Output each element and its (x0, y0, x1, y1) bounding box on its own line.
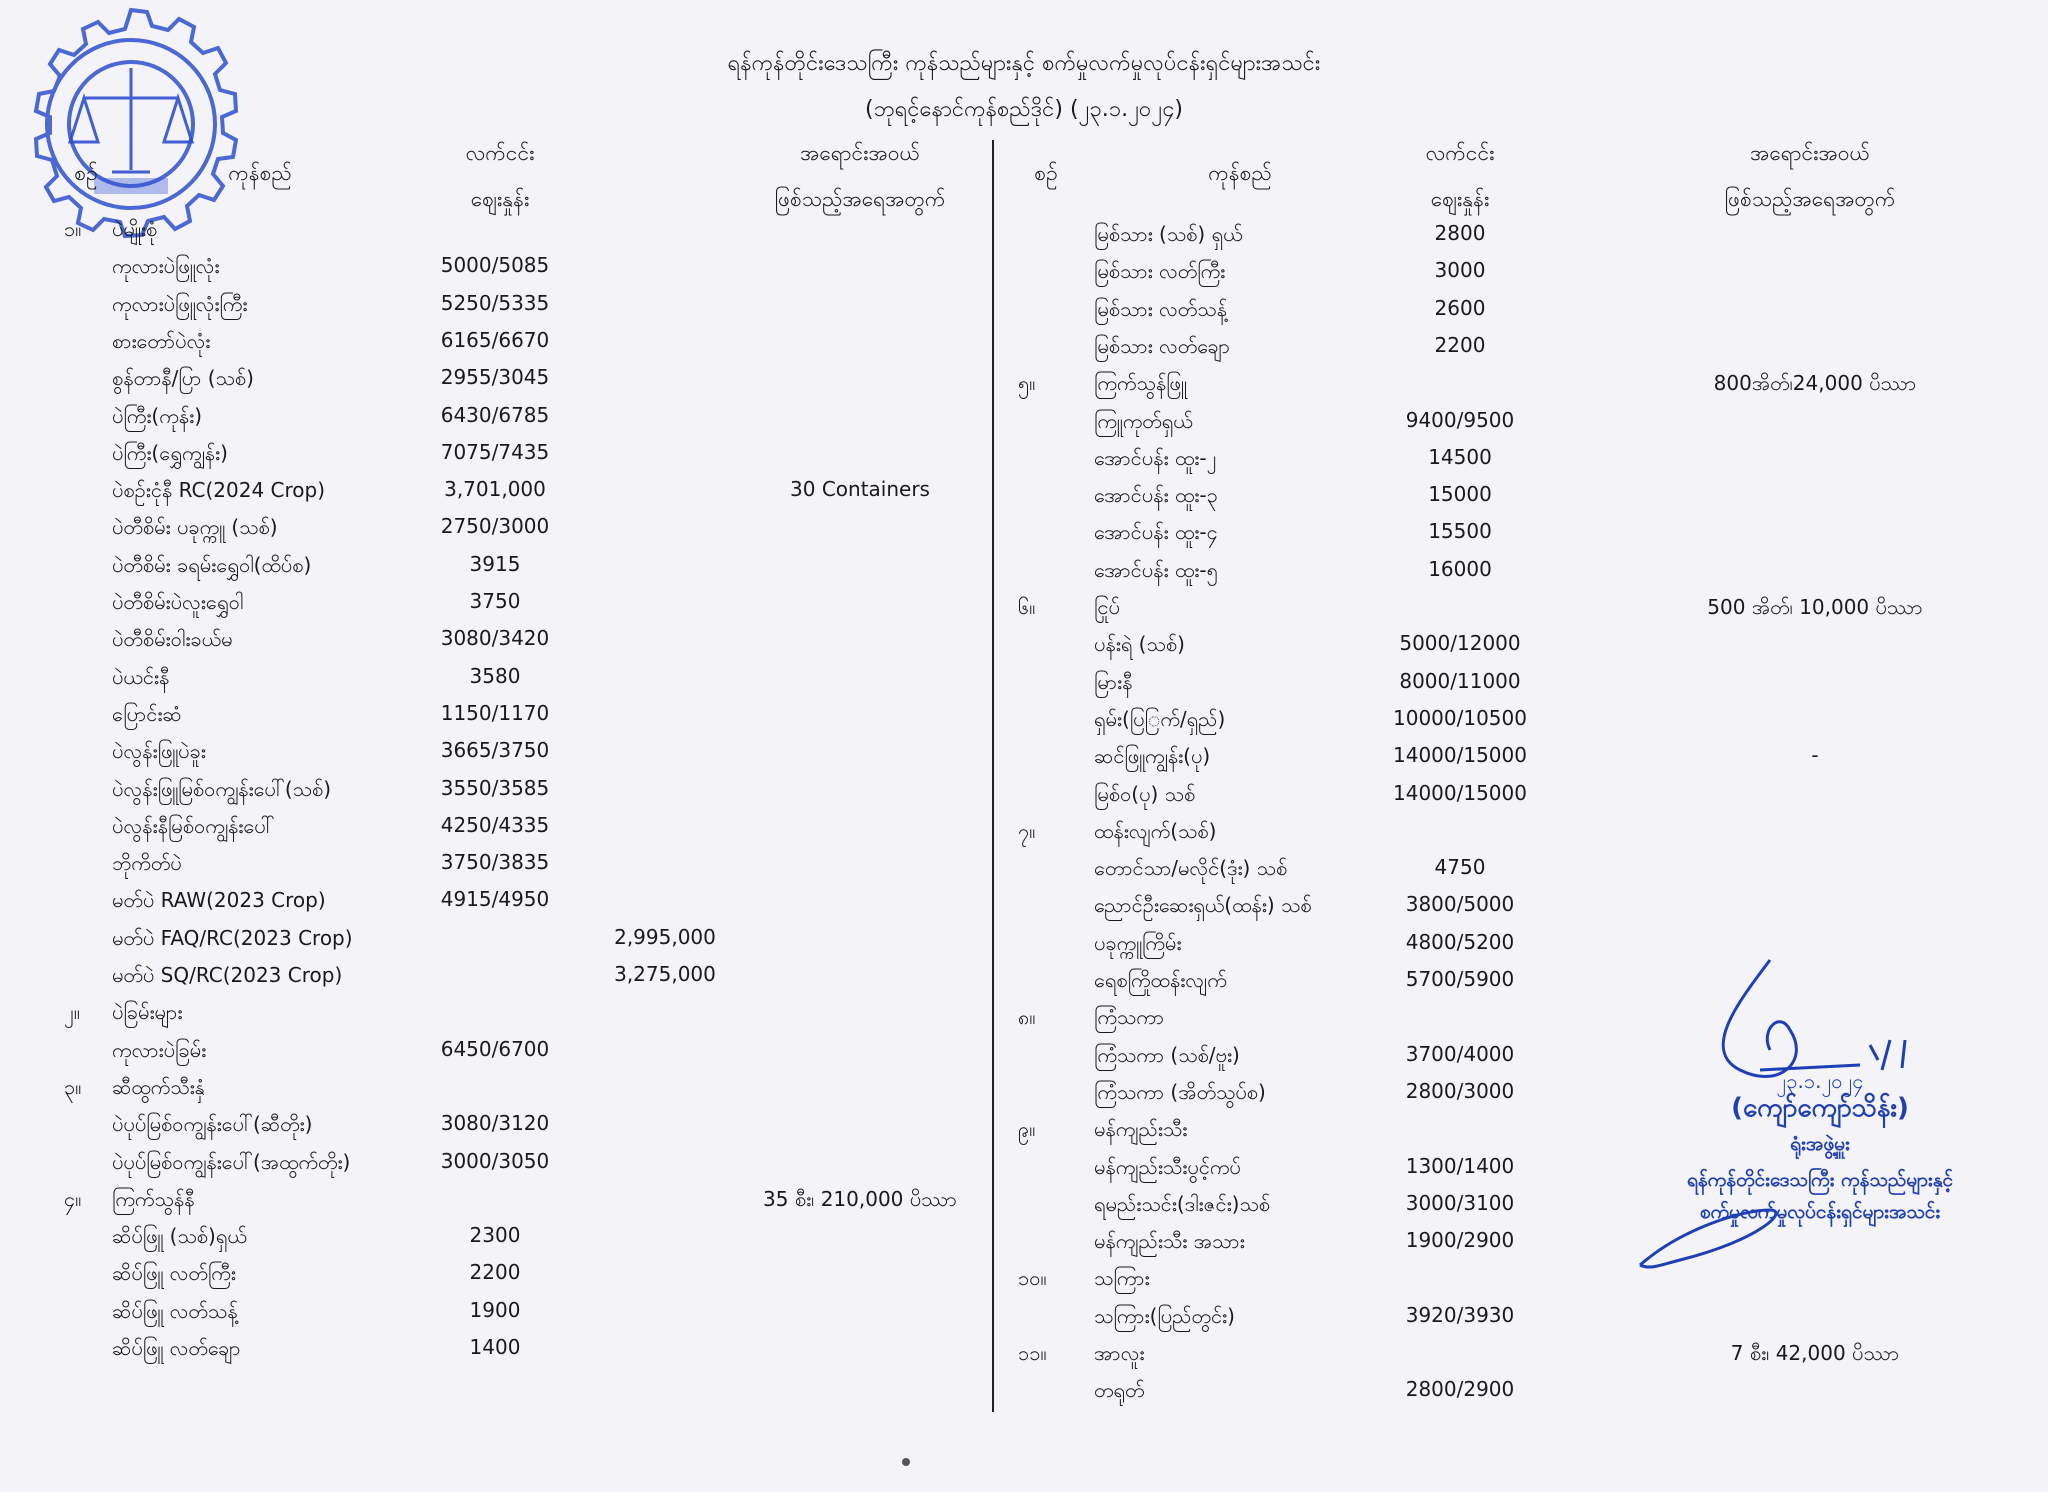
signature-date: ၂၃.၁.၂၀၂၄ (1776, 1069, 1864, 1093)
right-row-no: ၉။ (1018, 1117, 1036, 1142)
right-table-row (0, 818, 2048, 855)
left-row-item: ဘိုကိတ်ပဲ (112, 851, 182, 876)
signatory-name: (ကျော်ကျော်သိန်း) (1731, 1093, 1909, 1123)
right-row-item: ထန်းလျက်(သစ်) (1094, 818, 1217, 843)
right-table-row (0, 370, 2048, 407)
left-row-price: 1150/1170 (440, 700, 550, 725)
left-row-price: 4915/4950 (440, 887, 550, 912)
right-row-price: 14000/15000 (1393, 780, 1527, 805)
left-row-price: 2955/3045 (440, 365, 550, 390)
left-row-price: 5250/5335 (440, 290, 550, 315)
signatory-org-line2: စက်မှုလက်မှုလုပ်ငန်းရှင်များအသင်း (1699, 1201, 1941, 1223)
right-row-item: အောင်ပန်း ထူး-၄ (1094, 520, 1218, 545)
right-row-price: 2200 (1434, 332, 1486, 357)
left-row-price: 3915 (469, 551, 521, 576)
right-row-item: မြစ်သား (သစ်) ရှယ် (1094, 222, 1243, 246)
left-row-price: 6450/6700 (440, 1036, 550, 1061)
right-row-item: တရုတ် (1094, 1378, 1145, 1403)
signatory-org-line1: ရန်ကုန်တိုင်းဒေသကြီး ကုန်သည်များနှင့် (1686, 1169, 1954, 1191)
left-row-item: ပဲမျိုးစုံ (112, 217, 158, 241)
right-row-item: မြစ်သား လတ်ချော (1094, 333, 1230, 358)
right-row-price: 4750 (1434, 855, 1486, 880)
right-row-volume: 7 စီး၊ 42,000 ပိဿာ (1730, 1341, 1900, 1365)
right-row-item: မြစ်သား လတ်သန့် (1094, 296, 1227, 321)
right-row-item: ပန်းရဲ (သစ်) (1094, 632, 1185, 657)
left-row-item: မတ်ပဲ FAQ/RC(2023 Crop) (112, 925, 353, 950)
right-table-row (0, 781, 2048, 818)
left-row-item: ဆိပ်ဖြူ လတ်ချော (112, 1336, 241, 1360)
right-row-price: 15000 (1428, 482, 1492, 507)
left-row-no: ၄။ (64, 1186, 82, 1211)
right-row-price: 1900/2900 (1405, 1228, 1515, 1253)
right-row-price: 14500 (1428, 444, 1492, 469)
right-row-item: ကြက်သွန်ဖြူ (1094, 371, 1187, 396)
left-row-item: ကုလားပဲဖြူလုံး (112, 254, 220, 279)
page-mark (902, 1458, 910, 1466)
left-row-item: ပဲတီစိမ်းဝါးခယ်မ (112, 627, 233, 652)
left-row-item: ဆီထွက်သီးနှံ (112, 1074, 205, 1099)
right-row-item: မန်ကျည်းသီးပွင့်ကပ် (1094, 1154, 1241, 1179)
right-table-row (0, 221, 2048, 258)
left-row-volume: 35 စီး၊ 210,000 ပိဿာ (763, 1186, 957, 1211)
left-row-extra: 3,275,000 (614, 962, 716, 986)
right-row-item: သကြား(ပြည်တွင်း) (1094, 1303, 1235, 1328)
right-table-row (0, 408, 2048, 445)
right-table-row (0, 1340, 2048, 1377)
left-row-item: စွန်တာနီ/ပြာ (သစ်) (112, 366, 254, 391)
right-row-item: အာလူး (1094, 1341, 1145, 1365)
right-row-price: 8000/11000 (1399, 668, 1521, 693)
left-row-item: မတ်ပဲ RAW(2023 Crop) (112, 888, 326, 913)
left-row-item: ပြောင်းဆံ (112, 701, 182, 726)
left-row-price: 2300 (469, 1223, 521, 1248)
right-table-row (0, 1303, 2048, 1340)
left-row-price: 3080/3420 (440, 626, 550, 651)
right-row-price: 2800 (1434, 221, 1486, 245)
left-row-price: 3750 (469, 589, 521, 613)
document-subtitle: (ဘုရင့်နောင်ကုန်စည်ဒိုင်) (၂၃.၁.၂၀၂၄) (864, 97, 1184, 122)
document-title: ရန်ကုန်တိုင်းဒေသကြီး ကုန်သည်များနှင့် စက်မှုလက်မှုလုပ်ငန်းရှင်များအသင်း (727, 51, 1321, 76)
right-row-item: ရေစကြိုထန်းလျက် (1094, 968, 1227, 992)
left-row-price: 3665/3750 (440, 738, 550, 763)
right-table-row (0, 333, 2048, 370)
right-row-volume: - (1811, 743, 1819, 768)
left-row-price: 2200 (469, 1260, 521, 1285)
left-row-price: 4250/4335 (440, 812, 550, 837)
right-row-price: 5700/5900 (1405, 967, 1515, 991)
right-row-item: ကြူကုတ်ရှယ် (1094, 408, 1193, 433)
right-table-row (0, 743, 2048, 780)
left-row-price: 3080/3120 (440, 1111, 550, 1136)
right-table-row (0, 594, 2048, 631)
right-row-price: 3000 (1434, 258, 1486, 283)
right-table-row (0, 855, 2048, 892)
right-table-row (0, 706, 2048, 743)
header-no-left: စဉ် (74, 161, 98, 185)
right-row-item: အောင်ပန်း ထူး-၅ (1094, 557, 1218, 582)
right-row-no: ၅။ (1018, 371, 1036, 396)
left-row-no: ၂။ (64, 1000, 80, 1025)
signature-block (1620, 940, 2020, 1280)
right-row-item: ငြုပ် (1094, 595, 1120, 619)
right-row-volume: 800အိတ်၊24,000 ပိဿာ (1713, 371, 1917, 396)
left-row-price: 3,701,000 (444, 477, 546, 502)
right-row-price: 4800/5200 (1405, 929, 1515, 954)
left-row-price: 3000/3050 (440, 1148, 550, 1173)
header-price-top-left: လက်ငင်း (465, 141, 535, 165)
left-row-item: မတ်ပဲ SQ/RC(2023 Crop) (112, 963, 343, 987)
left-row-item: ဆိပ်ဖြူ (သစ်)ရှယ် (112, 1224, 247, 1249)
left-row-price: 3550/3585 (440, 775, 550, 800)
left-row-item: ပဲခြမ်းများ (112, 1000, 183, 1025)
right-row-item: ရှမ်း(ပြြက်/ရှည်) (1094, 706, 1226, 731)
left-row-item: ကုလားပဲဖြူလုံးကြီး (112, 291, 248, 316)
header-volume-top-left: အရောင်းအဝယ် (800, 141, 920, 165)
right-row-no: ၆။ (1018, 595, 1036, 619)
right-table-row (0, 1377, 2048, 1414)
right-row-item: မန်ကျည်းသီး (1094, 1117, 1188, 1142)
right-row-item: မြစ်သား လတ်ကြီး (1094, 259, 1226, 284)
left-row-item: ပဲလွန်းနီမြစ်ဝကျွန်းပေါ် (112, 813, 275, 838)
left-row-item: ပဲတီစိမ်းပဲလူးရွှေဝါ (112, 590, 244, 614)
left-row-price: 3750/3835 (440, 850, 550, 875)
left-row-price: 1400 (469, 1335, 521, 1359)
left-row-item: ကုလားပဲခြမ်း (112, 1037, 207, 1062)
right-row-price: 15500 (1428, 519, 1492, 544)
left-row-price: 3580 (469, 663, 521, 688)
left-row-item: ပဲတီစိမ်း ခရမ်းရွှေဝါ(ထိပ်စ) (112, 552, 312, 577)
right-row-price: 2800/2900 (1405, 1377, 1515, 1402)
right-table-row (0, 482, 2048, 519)
left-row-item: ပဲစဉ်းငုံနီ RC(2024 Crop) (112, 478, 326, 503)
right-table-row (0, 445, 2048, 482)
right-row-price: 5000/12000 (1399, 631, 1521, 656)
right-table-row (0, 631, 2048, 668)
right-row-price: 9400/9500 (1405, 407, 1515, 432)
header-no-right: စဉ် (1034, 161, 1058, 185)
left-row-no: ၃။ (64, 1074, 82, 1099)
left-row-item: ပဲကြီး(ရွှေကျွန်း) (112, 440, 228, 465)
right-row-price: 3800/5000 (1405, 892, 1515, 917)
left-row-price: 1900 (469, 1297, 521, 1322)
left-row-price: 5000/5085 (440, 253, 550, 278)
right-row-price: 3700/4000 (1405, 1041, 1515, 1066)
left-row-volume: 30 Containers (790, 477, 930, 502)
header-volume-bottom-right: ဖြစ်သည့်အရေအတွက် (1724, 187, 1896, 211)
left-row-item: ဆိပ်ဖြူ လတ်သန့် (112, 1298, 238, 1323)
right-row-item: ကြံသကာ (1094, 1005, 1165, 1030)
right-table-row (0, 519, 2048, 556)
left-row-item: ဆိပ်ဖြူ လတ်ကြီး (112, 1261, 236, 1286)
right-row-item: ကြံသကာ (အိတ်သွပ်စ) (1094, 1079, 1266, 1104)
right-row-no: ၇။ (1018, 818, 1036, 843)
left-row-item: ပဲလွန်းဖြူပဲခူး (112, 739, 206, 764)
right-table-row (0, 296, 2048, 333)
header-price-bottom-left: ဈေးနှုန်း (470, 187, 530, 211)
right-row-item: ရမည်းသင်း(ဒါးဇင်း)သစ် (1094, 1191, 1271, 1216)
right-row-price: 2600 (1434, 295, 1486, 320)
left-row-item: ပဲတီစိမ်း ပခုက္ကူ (သစ်) (112, 515, 278, 540)
right-row-price: 3920/3930 (1405, 1302, 1515, 1327)
right-row-item: မြစ်ဝ(ပု) သစ် (1094, 781, 1196, 806)
right-row-volume: 500 အိတ်၊ 10,000 ပိဿာ (1707, 595, 1923, 619)
right-row-price: 3000/3100 (1405, 1190, 1515, 1215)
left-row-no: ၁။ (64, 217, 82, 241)
right-table-row (0, 557, 2048, 594)
right-row-price: 2800/3000 (1405, 1078, 1515, 1103)
header-price-bottom-right: ဈေးနှုန်း (1430, 187, 1490, 211)
left-row-item: ကြက်သွန်နီ (112, 1186, 195, 1211)
left-row-item: ပဲကြီး(ကုန်း) (112, 403, 203, 428)
right-row-item: သကြား (1094, 1266, 1150, 1291)
left-row-price: 7075/7435 (440, 439, 550, 464)
right-row-item: ဆင်ဖြူကျွန်း(ပု) (1094, 744, 1211, 769)
right-row-no: ၈။ (1018, 1005, 1036, 1030)
right-row-item: အောင်ပန်း ထူး-၂ (1094, 445, 1217, 470)
left-row-item: ပဲယင်းနီ (112, 664, 170, 689)
signatory-role: ရုံးအဖွဲ့မှူး (1790, 1133, 1850, 1155)
right-row-price: 1300/1400 (1405, 1153, 1515, 1178)
header-price-top-right: လက်ငင်း (1425, 141, 1495, 165)
right-row-item: အောင်ပန်း ထူး-၃ (1094, 483, 1218, 508)
header-volume-bottom-left: ဖြစ်သည့်အရေအတွက် (774, 187, 946, 211)
header-item-right: ကုန်စည် (1208, 161, 1272, 185)
right-row-item: တောင်သာ/မလိုင်(ဒုံး) သစ် (1094, 856, 1288, 881)
right-row-item: ညောင်ဦးဆေးရှယ်(ထန်း) သစ် (1094, 893, 1312, 918)
right-row-item: မြားနီ (1094, 669, 1133, 694)
left-row-price: 6165/6670 (440, 327, 550, 352)
right-row-item: ပခုက္ကူကြိမ်း (1094, 930, 1182, 955)
right-table-row (0, 892, 2048, 929)
right-row-no: ၁၁။ (1018, 1341, 1047, 1365)
left-row-item: ပဲပုပ်မြစ်ဝကျွန်းပေါ်(အထွက်တိုး) (112, 1149, 351, 1174)
right-row-no: ၁၀။ (1018, 1266, 1047, 1291)
header-item-left: ကုန်စည် (228, 161, 292, 185)
left-row-item: ပဲပုပ်မြစ်ဝကျွန်းပေါ်(ဆီတိုး) (112, 1112, 313, 1137)
right-row-price: 10000/10500 (1393, 705, 1527, 730)
left-row-price: 6430/6785 (440, 402, 550, 427)
left-row-price: 2750/3000 (440, 514, 550, 539)
left-row-item: စားတော်ပဲလုံး (112, 328, 211, 353)
right-row-price: 16000 (1428, 556, 1492, 581)
left-row-item: ပဲလွန်းဖြူမြစ်ဝကျွန်းပေါ်(သစ်) (112, 776, 332, 801)
right-row-price: 14000/15000 (1393, 743, 1527, 768)
right-row-item: မန်ကျည်းသီး အသား (1094, 1229, 1245, 1254)
right-row-item: ကြံသကာ (သစ်/ဗူး) (1094, 1042, 1240, 1067)
header-volume-top-right: အရောင်းအဝယ် (1750, 141, 1870, 165)
right-table-row (0, 669, 2048, 706)
left-row-extra: 2,995,000 (614, 924, 716, 949)
right-table-row (0, 258, 2048, 295)
